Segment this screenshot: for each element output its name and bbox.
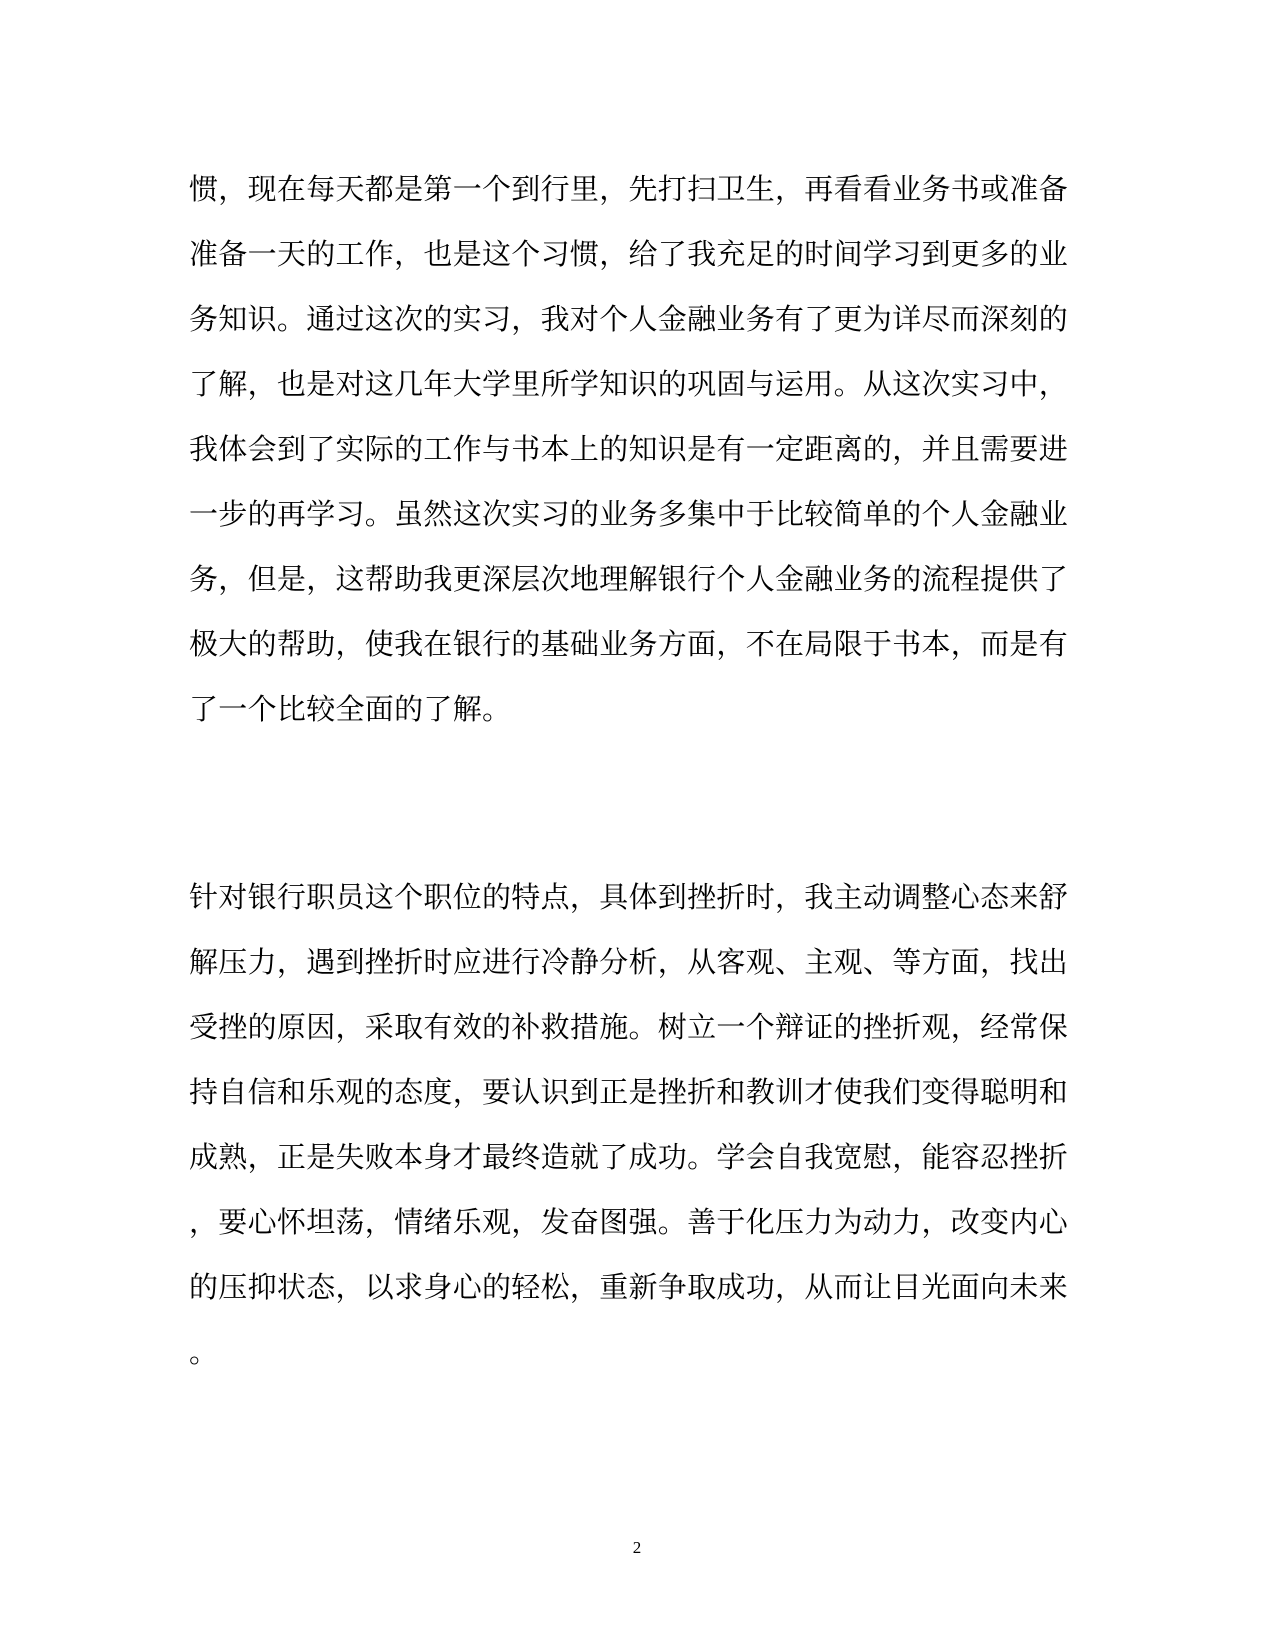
text-line: 务知识。通过这次的实习，我对个人金融业务有了更为详尽而深刻的: [189, 302, 1069, 336]
text-line: 准备一天的工作，也是这个习惯，给了我充足的时间学习到更多的业: [189, 237, 1069, 271]
text-line: 。: [189, 1335, 219, 1369]
text-line: 惯，现在每天都是第一个到行里，先打扫卫生，再看看业务书或准备: [189, 172, 1069, 206]
text-line: 一步的再学习。虽然这次实习的业务多集中于比较简单的个人金融业: [189, 497, 1069, 531]
text-line: 极大的帮助，使我在银行的基础业务方面，不在局限于书本，而是有: [189, 627, 1069, 661]
text-line: 的压抑状态，以求身心的轻松，重新争取成功，从而让目光面向未来: [189, 1270, 1069, 1304]
page-number: 2: [632, 1538, 642, 1557]
text-line: 我体会到了实际的工作与书本上的知识是有一定距离的，并且需要进: [189, 432, 1069, 466]
text-line: 解压力，遇到挫折时应进行冷静分析，从客观、主观、等方面，找出: [189, 945, 1069, 979]
text-line: 受挫的原因，采取有效的补救措施。树立一个辩证的挫折观，经常保: [189, 1010, 1069, 1044]
text-line: 成熟，正是失败本身才最终造就了成功。学会自我宽慰，能容忍挫折: [189, 1140, 1069, 1174]
text-line: 务，但是，这帮助我更深层次地理解银行个人金融业务的流程提供了: [189, 562, 1069, 596]
text-line: 了解，也是对这几年大学里所学知识的巩固与运用。从这次实习中，: [189, 367, 1069, 401]
paragraph-coping-with-setbacks: [189, 865, 1069, 1385]
text-line: 了一个比较全面的了解。: [189, 692, 512, 726]
text-line: ，要心怀坦荡，情绪乐观，发奋图强。善于化压力为动力，改变内心: [189, 1205, 1069, 1239]
paragraph-internship-summary: [189, 157, 1069, 742]
text-line: 持自信和乐观的态度，要认识到正是挫折和教训才使我们变得聪明和: [189, 1075, 1069, 1109]
text-line: 针对银行职员这个职位的特点，具体到挫折时，我主动调整心态来舒: [189, 880, 1069, 914]
